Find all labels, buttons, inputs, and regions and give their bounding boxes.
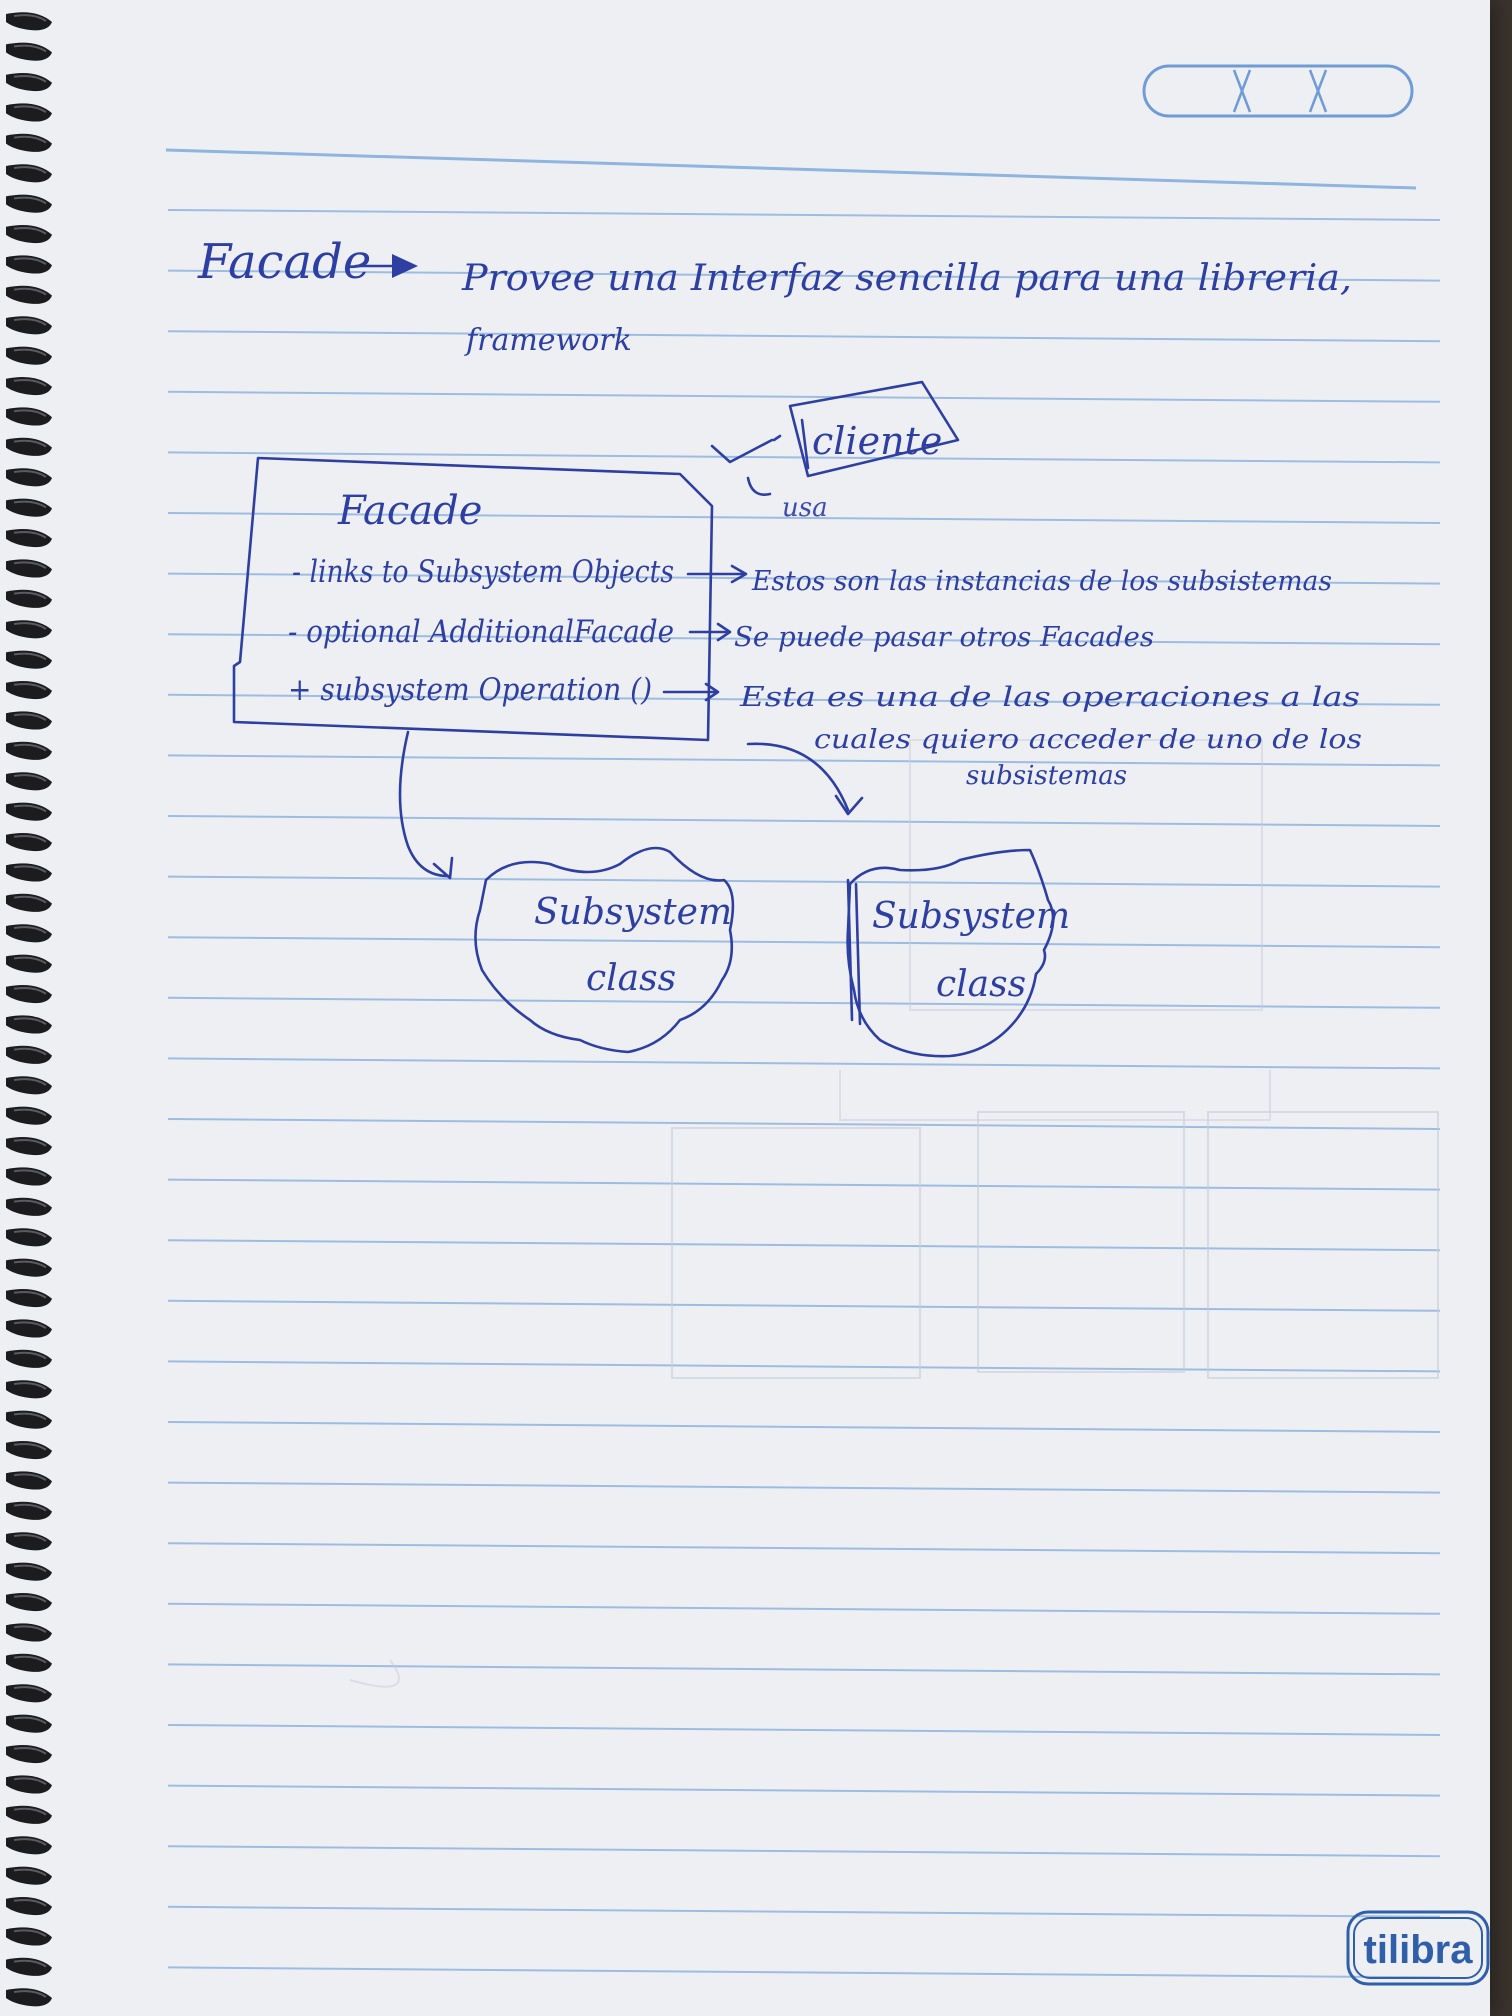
brand-logo [1348, 1912, 1488, 1984]
client-label: cliente [812, 419, 943, 463]
client-uses-label: usa [782, 493, 828, 523]
arrow-icon [688, 566, 746, 582]
arrow-icon [664, 684, 718, 700]
definition-line-1: Provee una Interfaz sencilla para una libreria, [460, 258, 1352, 299]
facade-attr-1: - links to Subsystem Objects [292, 554, 674, 590]
checkmark-icon [712, 436, 780, 462]
note-3-line-2: cuales quiero acceder de uno de los [814, 725, 1362, 755]
brand-name: tilibra [1363, 1928, 1473, 1972]
note-3-line-1: Esta es una de las operaciones a las [738, 682, 1360, 713]
facade-box-title: Facade [338, 488, 483, 534]
facade-method-1: + subsystem Operation () [288, 672, 652, 708]
note-1: Estos son las instancias de los subsistemas [751, 566, 1332, 597]
subsystem-1-line-2: class [586, 958, 677, 999]
note-2: Se puede pasar otros Facades [734, 622, 1154, 653]
arrow-icon [400, 732, 452, 878]
note-3-line-3: subsistemas [966, 761, 1128, 791]
subsystem-2-line-1: Subsystem [872, 896, 1071, 937]
definition-line-2: framework [466, 323, 632, 358]
subsystem-1-line-1: Subsystem [534, 892, 733, 933]
facade-attr-2: - optional AdditionalFacade [288, 614, 674, 650]
subsystem-cloud-1 [475, 848, 732, 1052]
subsystem-cloud-2 [848, 850, 1054, 1056]
heading-title: Facade [198, 234, 372, 290]
subsystem-2-line-2: class [936, 964, 1027, 1005]
